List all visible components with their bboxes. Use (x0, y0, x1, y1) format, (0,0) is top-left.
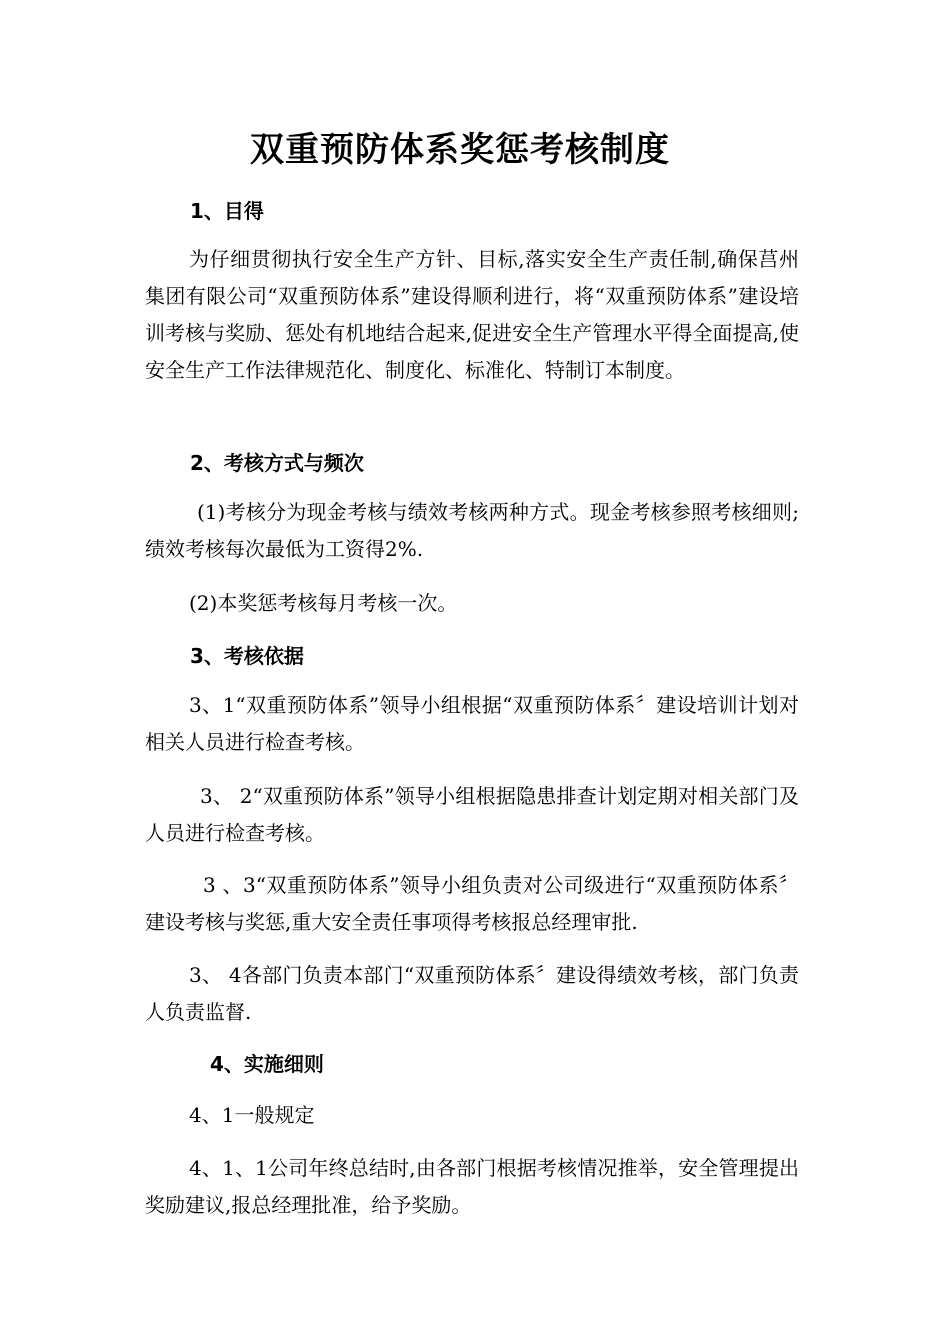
section-3-paragraph-3: 3 、3“双重预防体系”领导小组负责对公司级进行“双重预防体系〞建设考核与奖惩,重大安全责任事项得考核报总经理审批. (145, 873, 799, 934)
section-2-paragraph-1: (1)考核分为现金考核与绩效考核两种方式。现金考核参照考核细则;绩效考核每次最低为工资得2%. (145, 500, 799, 561)
document-title: 双重预防体系奖惩考核制度 (250, 130, 670, 170)
section-3-paragraph-4: 3、 4各部门负责本部门“双重预防体系〞建设得绩效考核，部门负责人负责监督. (145, 963, 799, 1024)
section-4-paragraph-1: 4、1一般规定 (189, 1103, 315, 1127)
section-4-paragraph-2: 4、1、1公司年终总结时,由各部门根据考核情况推举，安全管理提出奖励建议,报总经理批准，给予奖励。 (145, 1156, 799, 1217)
section-1-heading: 1、目得 (190, 199, 264, 223)
section-2-heading: 2、考核方式与频次 (190, 451, 364, 475)
section-4-heading: 4、实施细则 (210, 1052, 324, 1076)
section-2-paragraph-2: (2)本奖惩考核每月考核一次。 (189, 591, 458, 615)
section-3-paragraph-1: 3、1“双重预防体系”领导小组根据“双重预防体系〞建设培训计划对相关人员进行检查考核。 (145, 693, 799, 754)
section-3-paragraph-2: 3、 2“双重预防体系”领导小组根据隐患排查计划定期对相关部门及人员进行检查考核。 (145, 784, 799, 845)
section-1-paragraph: 为仔细贯彻执行安全生产方针、目标,落实安全生产责任制,确保莒州集团有限公司“双重预防体系”建设得顺利进行，将“双重预防体系”建设培训考核与奖励、惩处有机地结合起来,促进安全生产管理水平得全面提高,使安全生产工作法律规范化、制度化、标准化、特制订本制度。 (145, 247, 799, 382)
section-3-heading: 3、考核依据 (190, 644, 304, 668)
